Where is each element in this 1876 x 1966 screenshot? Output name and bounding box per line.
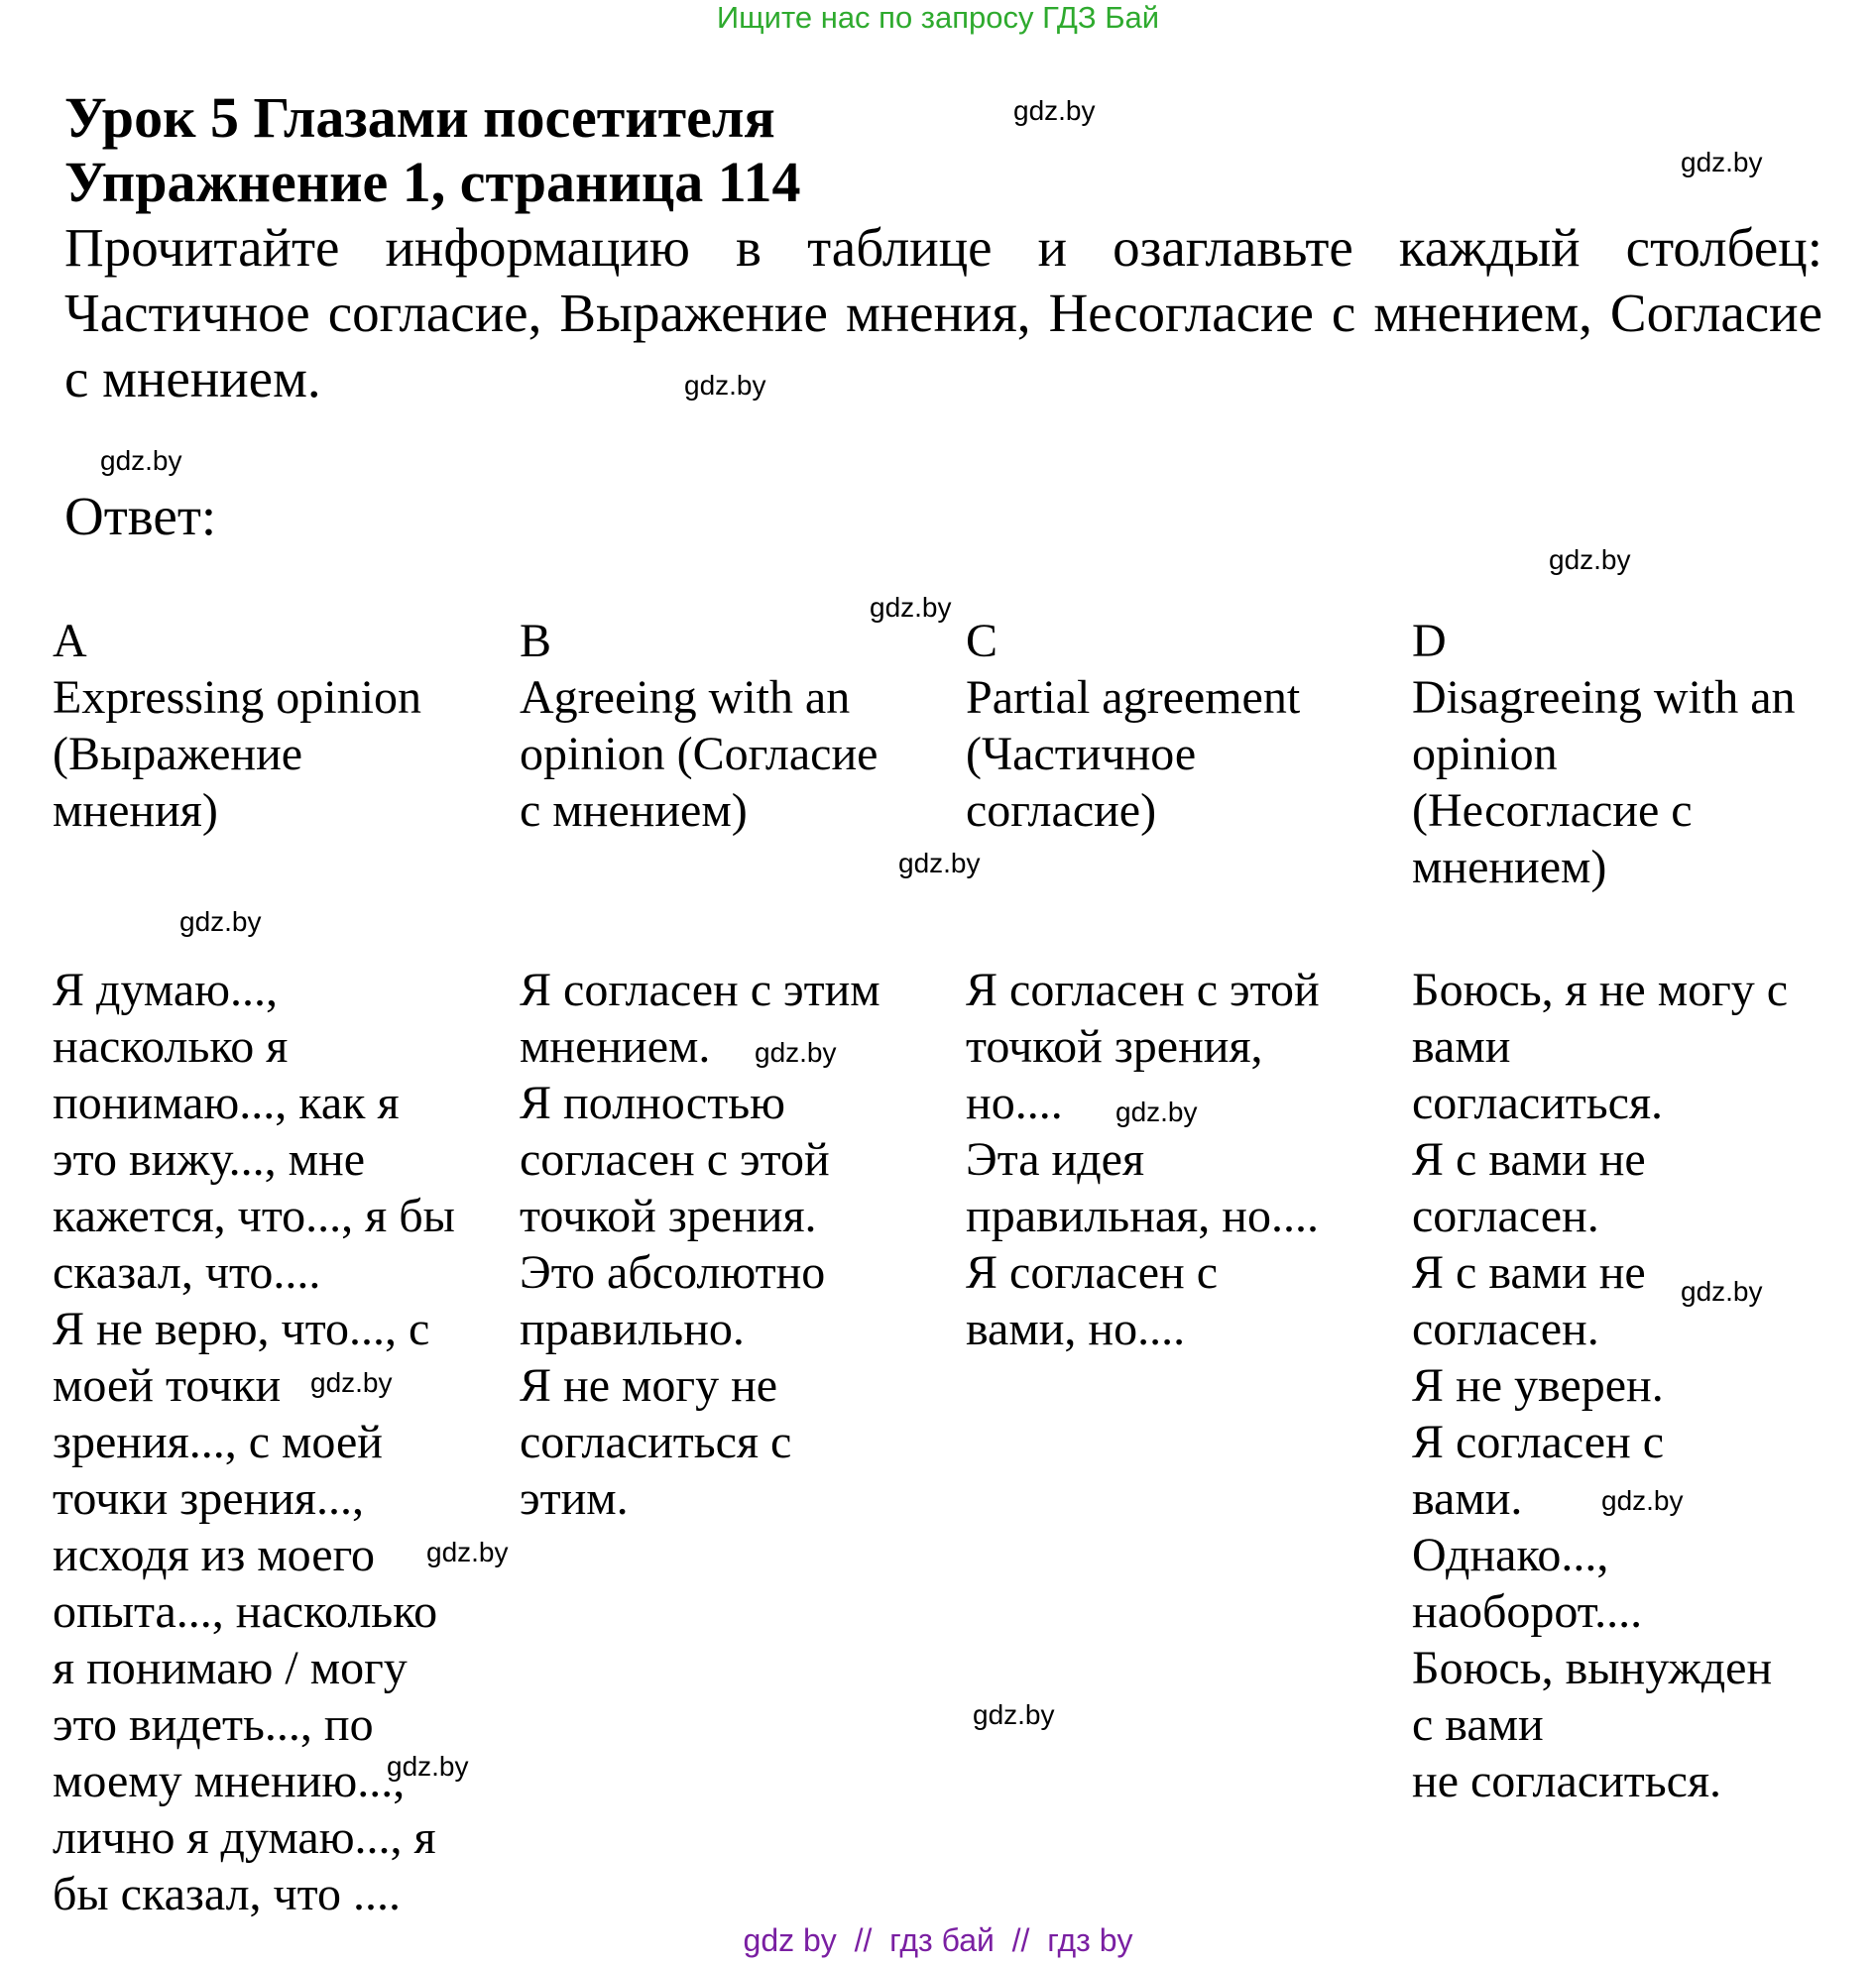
column-heading-line: мнения) (53, 784, 218, 837)
column-heading-line: opinion (Согласие (520, 728, 879, 780)
column-phrase-line: опыта..., насколько (53, 1585, 438, 1638)
watermark: gdz.by (755, 1037, 837, 1068)
column-phrase-line: с вами (1412, 1698, 1544, 1751)
column-phrase-line: насколько я (53, 1020, 289, 1073)
column-phrase-line: согласиться. (1412, 1077, 1664, 1129)
column-phrase-line: Я полностью (520, 1077, 785, 1129)
column-phrase-line: Я думаю..., (53, 964, 279, 1016)
column-phrase-line: Однако..., (1412, 1529, 1609, 1581)
column-phrase-line: это вижу..., мне (53, 1133, 366, 1186)
column-phrase-line: правильная, но.... (966, 1190, 1319, 1242)
column-heading-line: opinion (1412, 728, 1558, 780)
column-heading-line: с мнением) (520, 784, 748, 837)
column-heading-line: Expressing opinion (53, 671, 421, 724)
column-phrase-line: сказал, что.... (53, 1246, 321, 1299)
column-phrase-line: зрения..., с моей (53, 1416, 383, 1468)
column-phrase-line: точки зрения..., (53, 1472, 364, 1525)
watermark: gdz.by (426, 1537, 509, 1567)
watermark: gdz.by (1601, 1485, 1684, 1516)
column-phrase-line: Я согласен с этой (966, 964, 1320, 1016)
column-heading (966, 669, 1362, 839)
column-phrase-line: кажется, что..., я бы (53, 1190, 455, 1242)
column-phrase-line: это видеть..., по (53, 1698, 374, 1751)
lesson-title: Урок 5 Глазами посетителя (64, 85, 775, 150)
column-phrases (966, 962, 1362, 1357)
column-heading-line: (Выражение (53, 728, 303, 780)
column-phrase-line: понимаю..., как я (53, 1077, 400, 1129)
column-phrase-line: Это абсолютно (520, 1246, 826, 1299)
column-phrase-line: Я не верю, что..., с (53, 1303, 430, 1355)
watermark: gdz.by (898, 848, 981, 878)
column-letter: C (966, 615, 998, 667)
column-phrase-line: не согласиться. (1412, 1755, 1722, 1807)
column-phrase-line: Я согласен с этим (520, 964, 880, 1016)
column-heading-line: (Несогласие с (1412, 784, 1693, 837)
column-phrase-line: согласен. (1412, 1190, 1599, 1242)
column-phrase-line: Эта идея (966, 1133, 1145, 1186)
exercise-title: Упражнение 1, страница 114 (64, 150, 801, 214)
column-phrase-line: но.... (966, 1077, 1063, 1129)
column-phrase-line: мнением. (520, 1020, 711, 1073)
column-phrase-line: исходя из моего (53, 1529, 376, 1581)
column-phrases (520, 962, 936, 1527)
column-heading-line: (Частичное (966, 728, 1197, 780)
watermark: gdz.by (973, 1699, 1055, 1730)
column-phrase-line: Боюсь, я не могу с (1412, 964, 1789, 1016)
watermark: gdz.by (870, 592, 952, 623)
column-phrase-line: правильно. (520, 1303, 745, 1355)
column-heading-line: Partial agreement (966, 671, 1301, 724)
column-phrase-line: точкой зрения. (520, 1190, 817, 1242)
watermark: gdz.by (1115, 1097, 1198, 1127)
watermark: gdz.by (387, 1751, 469, 1782)
column-phrase-line: я понимаю / могу (53, 1642, 408, 1694)
column-phrase-line: наоборот.... (1412, 1585, 1643, 1638)
watermark: gdz.by (1681, 1276, 1763, 1307)
column-heading (53, 669, 479, 839)
column-phrase-line: точкой зрения, (966, 1020, 1263, 1073)
watermark: gdz.by (1013, 95, 1096, 126)
column-heading (520, 669, 936, 839)
answer-label: Ответ: (64, 486, 217, 546)
column-phrase-line: этим. (520, 1472, 629, 1525)
column-phrase-line: бы сказал, что .... (53, 1868, 401, 1920)
watermark: gdz.by (179, 906, 262, 937)
column-letter: A (53, 615, 87, 667)
column-phrase-line: Я с вами не (1412, 1133, 1646, 1186)
column-phrase-line: Я не могу не (520, 1359, 778, 1412)
watermark: gdz.by (1681, 147, 1763, 177)
watermark: gdz.by (310, 1367, 393, 1398)
watermark: gdz.by (1549, 544, 1631, 575)
top-banner: Ищите нас по запросу ГДЗ Бай (716, 0, 1160, 35)
column-heading-line: мнением) (1412, 841, 1607, 893)
column-phrase-line: согласиться с (520, 1416, 792, 1468)
column-letter: B (520, 615, 552, 667)
column-heading (1412, 669, 1828, 895)
column-phrase-line: согласен. (1412, 1303, 1599, 1355)
column-heading-line: согласие) (966, 784, 1157, 837)
column-phrase-line: вами. (1412, 1472, 1523, 1525)
column-heading-line: Agreeing with an (520, 671, 851, 724)
column-phrase-line: вами (1412, 1020, 1511, 1073)
watermark: gdz.by (684, 370, 766, 401)
column-phrase-line: вами, но.... (966, 1303, 1186, 1355)
column-phrase-line: моему мнению..., (53, 1755, 406, 1807)
watermark: gdz.by (100, 445, 182, 476)
column-phrase-line: моей точки (53, 1359, 282, 1412)
column-phrase-line: Я согласен с (1412, 1416, 1665, 1468)
footer-links: gdz by // гдз бай // гдз by (743, 1922, 1133, 1958)
column-phrase-line: Я не уверен. (1412, 1359, 1664, 1412)
column-phrase-line: согласен с этой (520, 1133, 830, 1186)
column-phrase-line: Я согласен с (966, 1246, 1219, 1299)
column-phrase-line: Боюсь, вынужден (1412, 1642, 1773, 1694)
column-phrase-line: Я с вами не (1412, 1246, 1646, 1299)
column-phrases (1412, 962, 1828, 1809)
column-heading-line: Disagreeing with an (1412, 671, 1796, 724)
column-phrase-line: лично я думаю..., я (53, 1811, 436, 1864)
column-letter: D (1412, 615, 1447, 667)
task-text: Прочитайте информацию в таблице и озаглавьте каждый столбец: Частичное согласие, Выражение мнения, Несогласие с мнением, Согласие с мнением. (64, 217, 1822, 408)
